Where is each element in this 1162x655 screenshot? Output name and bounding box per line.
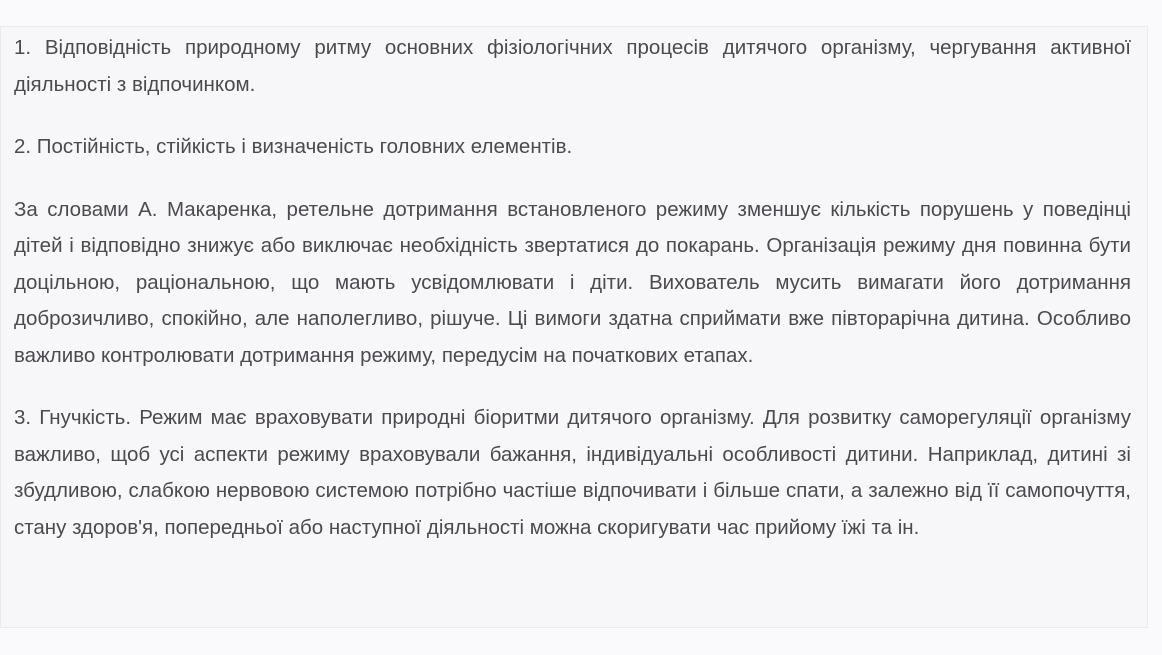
- paragraph-principle-1: 1. Відповідність природному ритму основних фізіологічних процесів дитячого організму, чергування активної діяльності з відпочинком.: [14, 36, 1131, 96]
- paragraph-principle-2: 2. Постійність, стійкість і визначеність головних елементів.: [14, 135, 573, 158]
- paragraph-principle-3: 3. Гнучкість. Режим має враховувати природні біоритми дитячого організму. Для розвитку саморегуляції організму важливо, щоб усі аспекти режиму враховували бажання, індивідуальні особливості дитини. Наприклад, дитині зі збудливою, слабкою нервовою системою потрібно частіше відпочивати і більше спати, а залежно від її самопочуття, стану здоров'я, попередньої або наступної діяльності можна скоригувати час прийому їжі та ін.: [14, 406, 1131, 539]
- article-content: [0, 26, 1148, 628]
- paragraph-makarenko-quote: За словами А. Макаренка, ретельне дотримання встановленого режиму зменшує кількість порушень у поведінці дітей і відповідно знижує або виключає необхідність звертатися до покарань. Організація режиму дня повинна бути доцільною, раціональною, що мають усвідомлювати і діти. Вихователь мусить вимагати його дотримання доброзичливо, спокійно, але наполегливо, рішуче. Ці вимоги здатна сприймати вже півторарічна дитина. Особливо важливо контролювати дотримання режиму, передусім на початкових етапах.: [14, 197, 1131, 367]
